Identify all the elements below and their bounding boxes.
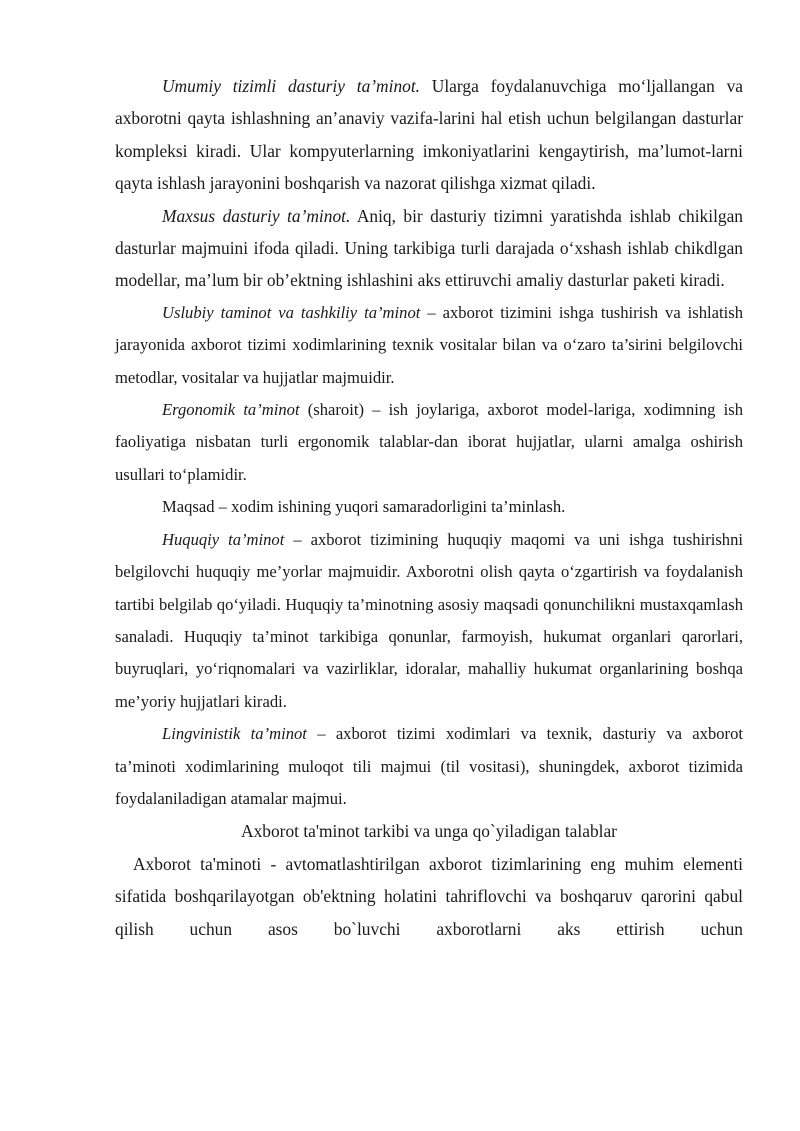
- document-page: [115, 70, 743, 945]
- paragraph-special-software: [115, 200, 743, 297]
- paragraph-text: (sharoit) – ish joylariga, axborot model-lariga, xodimning ish faoliyatiga nisbatan turli ergonomik talablar-dan iborat hujjatlar, ularni amalga oshirish usullari to‘plamidir.: [115, 400, 743, 484]
- paragraph-methodical-support: [115, 297, 743, 394]
- paragraph-text: Ularga foydalanuvchiga mo‘ljallangan va axborotni qayta ishlashning an’anaviy vazifa-larini hal etish uchun belgilangan dasturlar kompleksi kiradi. Ular kompyuterlarning imkoniyatlarini kengaytirish, ma’lumot-larni qayta ishlash jarayonini boshqarish va nazorat qilishga xizmat qiladi.: [115, 76, 744, 194]
- paragraph-legal-support: [115, 524, 743, 718]
- paragraph-text: Aniq, bir dasturiy tizimni yaratishda ishlab chikilgan dasturlar majmuini ifoda qiladi. Uning tarkibiga turli darajada o‘xshash ishlab chikdlgan modellar, ma’lum bir ob’ektning ishlashini aks ettiruvchi amaliy dasturlar paketi kiradi.: [115, 205, 744, 291]
- term-methodical-support: Uslubiy taminot va tashkiliy ta’minot: [162, 302, 421, 322]
- section-heading: Axborot ta'minot tarkibi va unga qo`yiladigan talablar: [241, 821, 617, 842]
- term-ergonomic-support: Ergonomik ta’minot: [162, 400, 300, 420]
- paragraph-text: – axborot tizimining huquqiy maqomi va uni ishga tushirishni belgilovchi huquqiy me’yorlar majmuidir. Axborotni olish qayta o‘zgartirish va foydalanish tartibi belgilab qo‘yiladi. Huquqiy ta’minotning asosiy maqsadi qonunchilikni mustaxqamlash sanaladi. Huquqiy ta’minot tarkibiga qonunlar, farmoyish, hukumat organlari qarorlari, buyruqlari, yo‘riqnomalari va vazirliklar, idoralar, mahalliy hukumat organlarining boshqa me’yoriy hujjatlari kiradi.: [115, 529, 744, 711]
- paragraph-text: – axborot tizimini ishga tushirish va ishlatish jarayonida axborot tizimi xodimlarining texnik vositalar bilan va o‘zaro ta’sirini belgilovchi metodlar, vositalar va hujjatlar majmuidir.: [115, 302, 743, 387]
- paragraph-goal: [115, 491, 743, 523]
- paragraph-text: – axborot tizimi xodimlari va texnik, dasturiy va axborot ta’minoti xodimlarining muloqot tili majmui (til vositasi), shuningdek, axborot tizimida foydalaniladigan atamalar majmui.: [115, 724, 743, 808]
- paragraph-ergonomic-support: [115, 394, 743, 491]
- term-special-software: Maxsus dasturiy ta’minot.: [162, 205, 351, 226]
- paragraph-information-support: Axborot ta'minoti - avtomatlashtirilgan axborot tizimlarining eng muhim elementi sifatida boshqarilayotgan ob'ektning holatini tahriflovchi va boshqaruv qarorini qabul qilish uchun asos bo`luvchi axborotlarni aks ettirish uchun: [115, 853, 743, 939]
- paragraph-text: Maqsad – xodim ishining yuqori samaradorligini ta’minlash.: [162, 497, 566, 517]
- term-general-software: Umumiy tizimli dasturiy ta’minot.: [162, 76, 421, 96]
- paragraph-general-software: [115, 70, 743, 200]
- term-legal-support: Huquqiy ta’minot: [162, 529, 285, 549]
- paragraph-linguistic-support: [115, 718, 743, 815]
- term-linguistic-support: Lingvinistik ta’minot: [162, 724, 307, 744]
